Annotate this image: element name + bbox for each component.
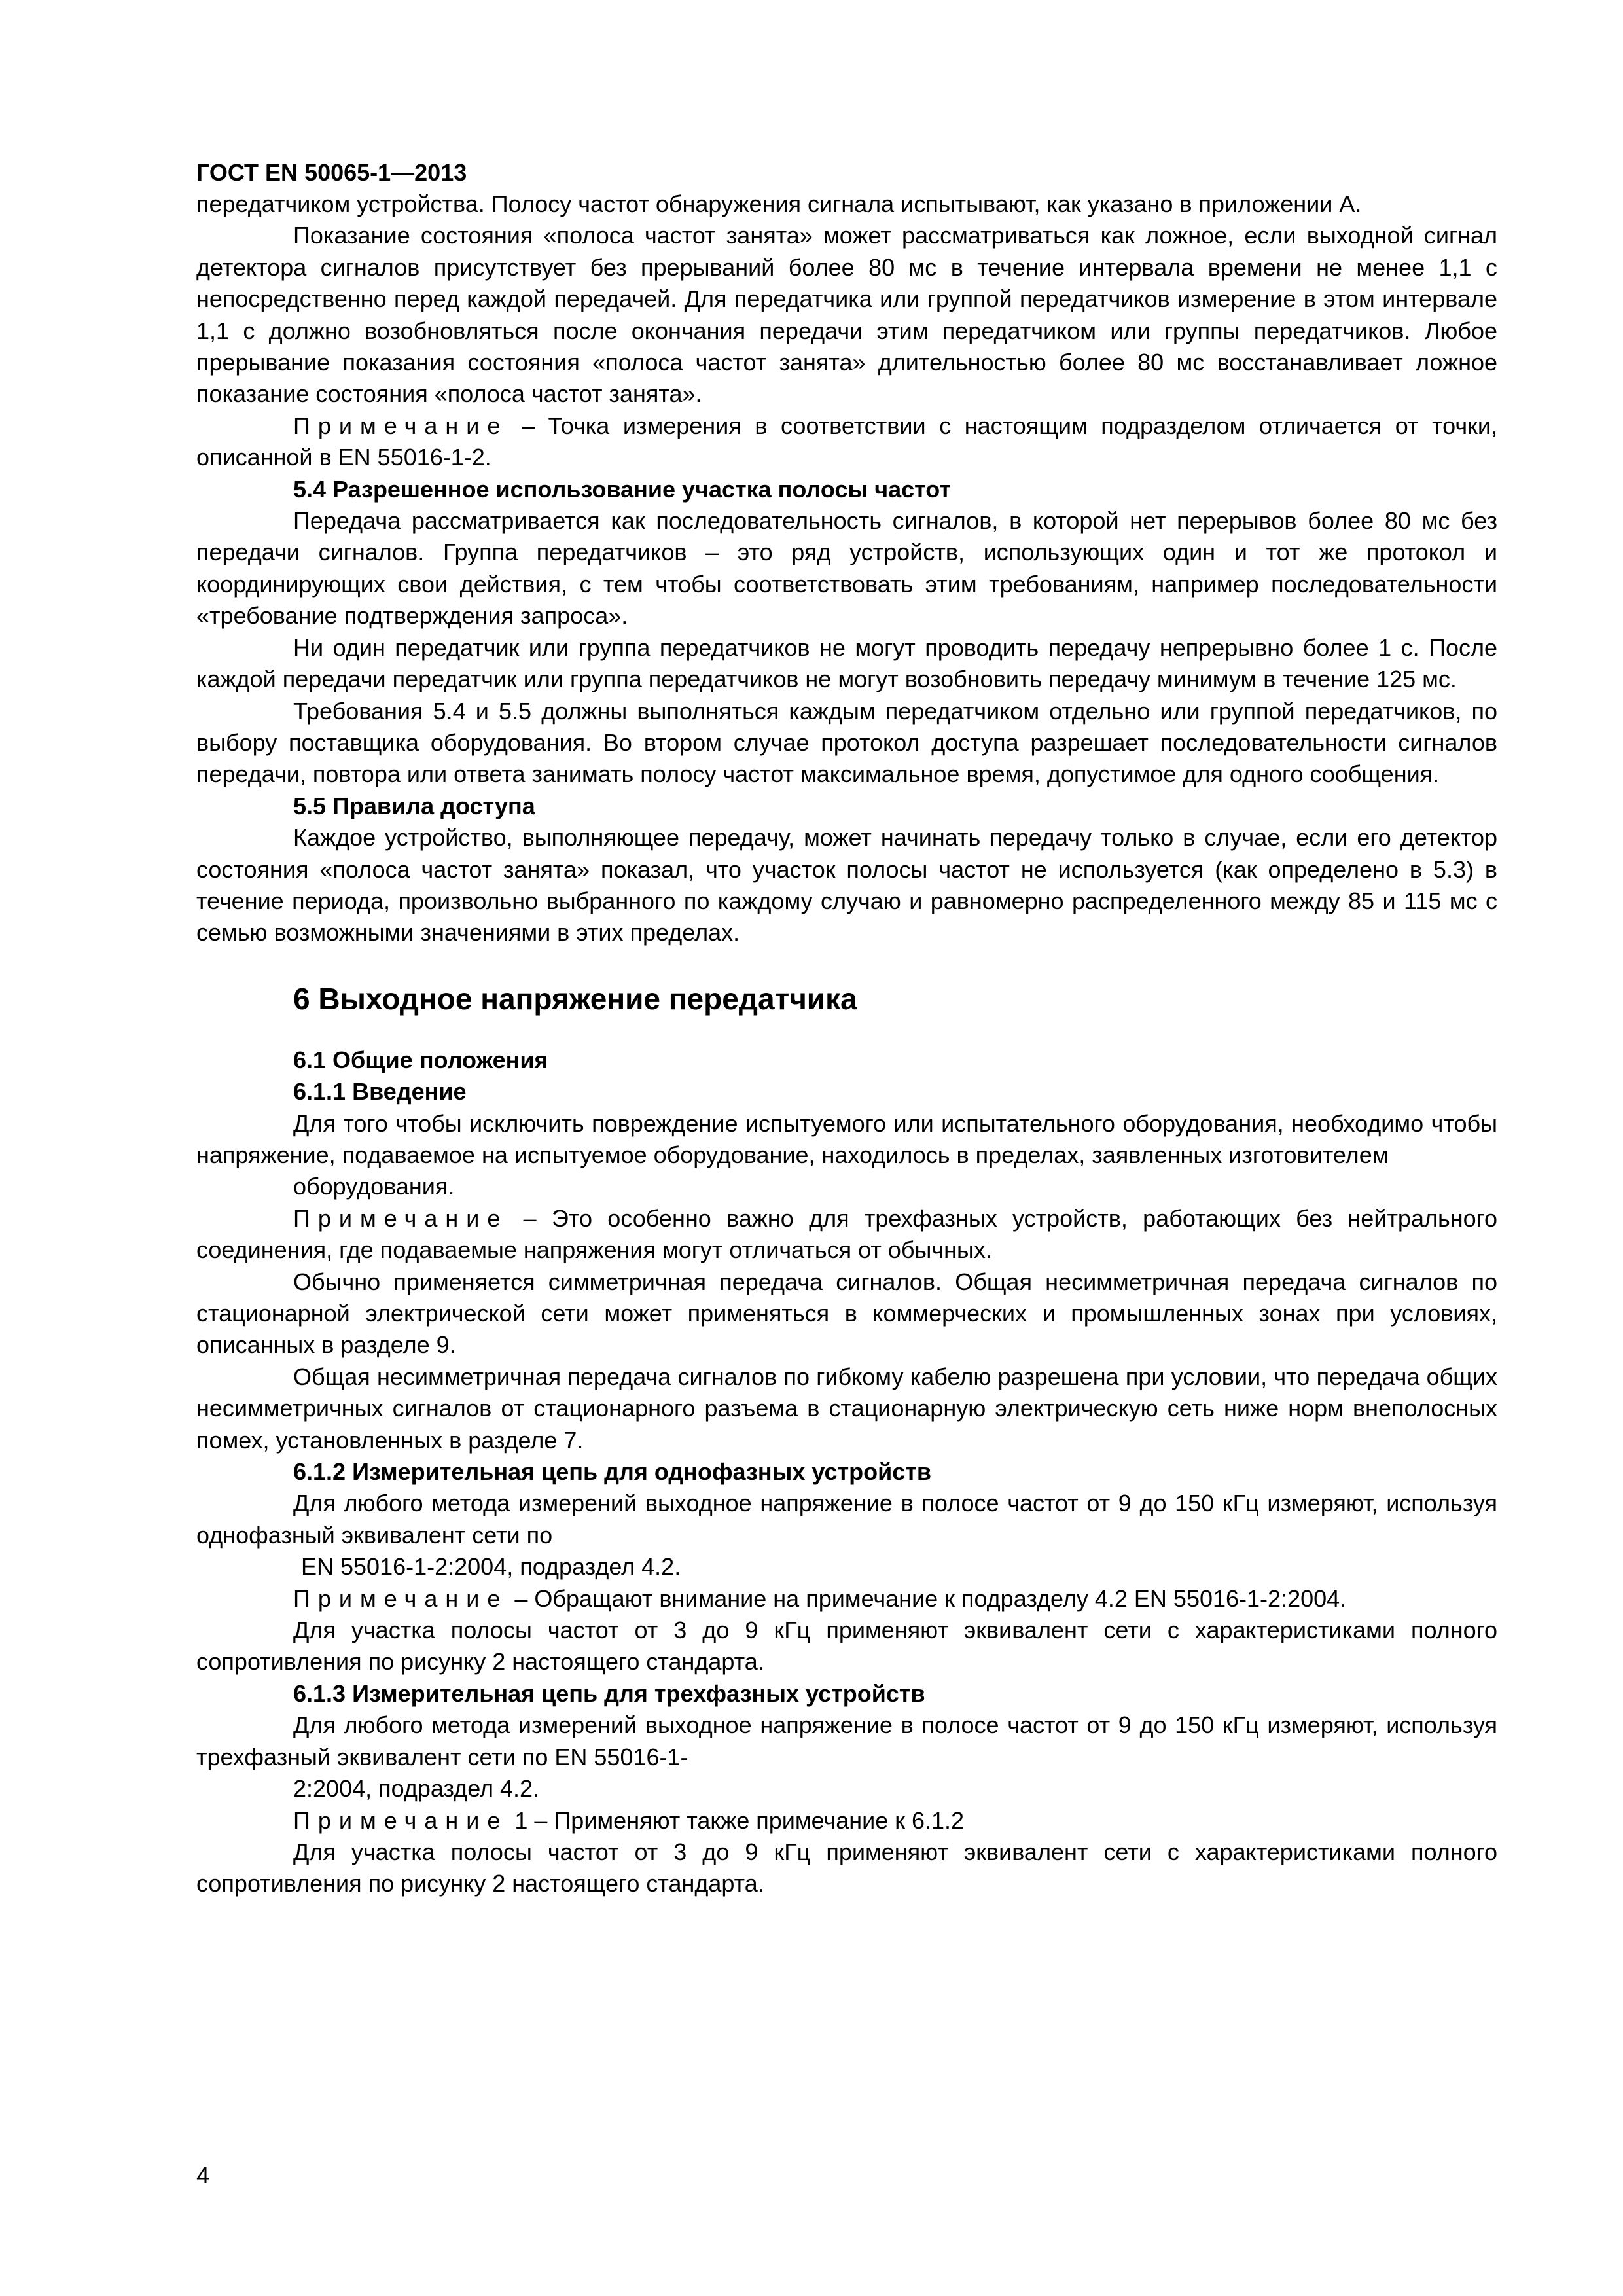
note-paragraph — [196, 410, 1497, 474]
note-text: – Это особенно важно для трехфазных устройств, работающих без нейтрального соединения, где подаваемые напряжения могут отличаться от обычных. — [196, 1204, 1497, 1264]
paragraph: Для того чтобы исключить повреждение испытуемого или испытательного оборудования, необходимо чтобы напряжение, подаваемое на испытуемое оборудование, находилось в пределах, заявленных изготовителем — [196, 1109, 1497, 1168]
note-text: 1 – Применяют также примечание к 6.1.2 — [508, 1806, 965, 1834]
paragraph-continuation: EN 55016-1-2:2004, подраздел 4.2. — [301, 1553, 681, 1581]
note-label: Примечание — [293, 1585, 508, 1612]
note-label: Примечание — [293, 412, 508, 439]
paragraph: Каждое устройство, выполняющее передачу, может начинать передачу только в случае, если его детектор состояния «полоса частот занята» показал, что участок полосы частот не используется (как определено в 5.3) в течение периода, произвольно выбранного по каждому случаю и равномерно распределенного между 85 и 115 мс с семью возможными значениями в этих пределах. — [196, 824, 1497, 946]
page-number: 4 — [196, 2162, 210, 2189]
paragraph: Для участка полосы частот от 3 до 9 кГц применяют эквивалент сети с характеристиками полного сопротивления по рисунку 2 настоящего стандарта. — [196, 1838, 1497, 1897]
paragraph: Для участка полосы частот от 3 до 9 кГц применяют эквивалент сети с характеристиками полного сопротивления по рисунку 2 настоящего стандарта. — [196, 1617, 1497, 1676]
note-paragraph — [196, 1203, 1497, 1266]
note-paragraph — [196, 1805, 1497, 1837]
note-text: – Обращают внимание на примечание к подразделу 4.2 EN 55016-1-2:2004. — [508, 1585, 1347, 1612]
paragraph: Обычно применяется симметричная передача сигналов. Общая несимметричная передача сигналов по стационарной электрической сети может применяться в коммерческих и промышленных зонах при условиях, описанных в разделе 9. — [196, 1268, 1497, 1359]
section-heading-5-4: 5.4 Разрешенное использование участка полосы частот — [293, 475, 952, 503]
paragraph-continuation: 2:2004, подраздел 4.2. — [293, 1775, 540, 1803]
section-heading-6: 6 Выходное напряжение передатчика — [293, 981, 857, 1016]
section-heading-6-1-2: 6.1.2 Измерительная цепь для однофазных устройств — [293, 1458, 932, 1486]
note-paragraph — [196, 1583, 1497, 1615]
section-heading-6-1-1: 6.1.1 Введение — [293, 1078, 467, 1105]
paragraph-continuation: оборудования. — [293, 1173, 455, 1200]
paragraph: Для любого метода измерений выходное напряжение в полосе частот от 9 до 150 кГц измеряют, используя однофазный эквивалент сети по — [196, 1490, 1497, 1549]
note-text: – Точка измерения в соответствии с настоящим подразделом отличается от точки, описанной в EN 55016-1-2. — [196, 412, 1497, 471]
paragraph: Требования 5.4 и 5.5 должны выполняться каждым передатчиком отдельно или группой передатчиков, по выбору поставщика оборудования. Во втором случае протокол доступа разрешает последовательности сигналов передачи, повтора или ответа занимать полосу частот максимальное время, допустимое для одного сообщения. — [196, 697, 1497, 788]
document-header: ГОСТ EN 50065-1—2013 — [196, 159, 467, 186]
paragraph: Передача рассматривается как последовательность сигналов, в которой нет перерывов более 80 мс без передачи сигналов. Группа передатчиков – это ряд устройств, использующих один и тот же протокол и координирующих свои действия, с тем чтобы соответствовать этим требованиям, например последовательности «требование подтверждения запроса». — [196, 507, 1497, 630]
document-body — [196, 188, 1497, 1900]
section-heading-6-1: 6.1 Общие положения — [293, 1046, 548, 1073]
paragraph: передатчиком устройства. Полосу частот обнаружения сигнала испытывают, как указано в приложении А. — [196, 190, 1362, 217]
section-heading-5-5: 5.5 Правила доступа — [293, 792, 535, 819]
note-label: Примечание — [293, 1204, 508, 1232]
note-label: Примечание — [293, 1806, 508, 1834]
paragraph: Ни один передатчик или группа передатчиков не могут проводить передачу непрерывно более 1 с. После каждой передачи передатчик или группа передатчиков не могут возобновить передачу минимум в течение 125 мс. — [196, 634, 1497, 693]
paragraph: Общая несимметричная передача сигналов по гибкому кабелю разрешена при условии, что передача общих несимметричных сигналов от стационарного разъема в стационарную электрическую сеть ниже норм внеполосных помех, установленных в разделе 7. — [196, 1363, 1497, 1454]
section-heading-6-1-3: 6.1.3 Измерительная цепь для трехфазных устройств — [293, 1679, 925, 1707]
paragraph: Для любого метода измерений выходное напряжение в полосе частот от 9 до 150 кГц измеряют, используя трехфазный эквивалент сети по EN 55016-1- — [196, 1712, 1497, 1770]
paragraph: Показание состояния «полоса частот занята» может рассматриваться как ложное, если выходной сигнал детектора сигналов присутствует без прерываний более 80 мс в течение интервала времени не менее 1,1 с непосредственно перед каждой передачей. Для передатчика или группой передатчиков измерение в этом интервале 1,1 с должно возобновляться после окончания передачи этим передатчиком или группы передатчиков. Любое прерывание показания состояния «полоса частот занята» длительностью более 80 мс восстанавливает ложное показание состояния «полоса частот занята». — [196, 222, 1497, 408]
